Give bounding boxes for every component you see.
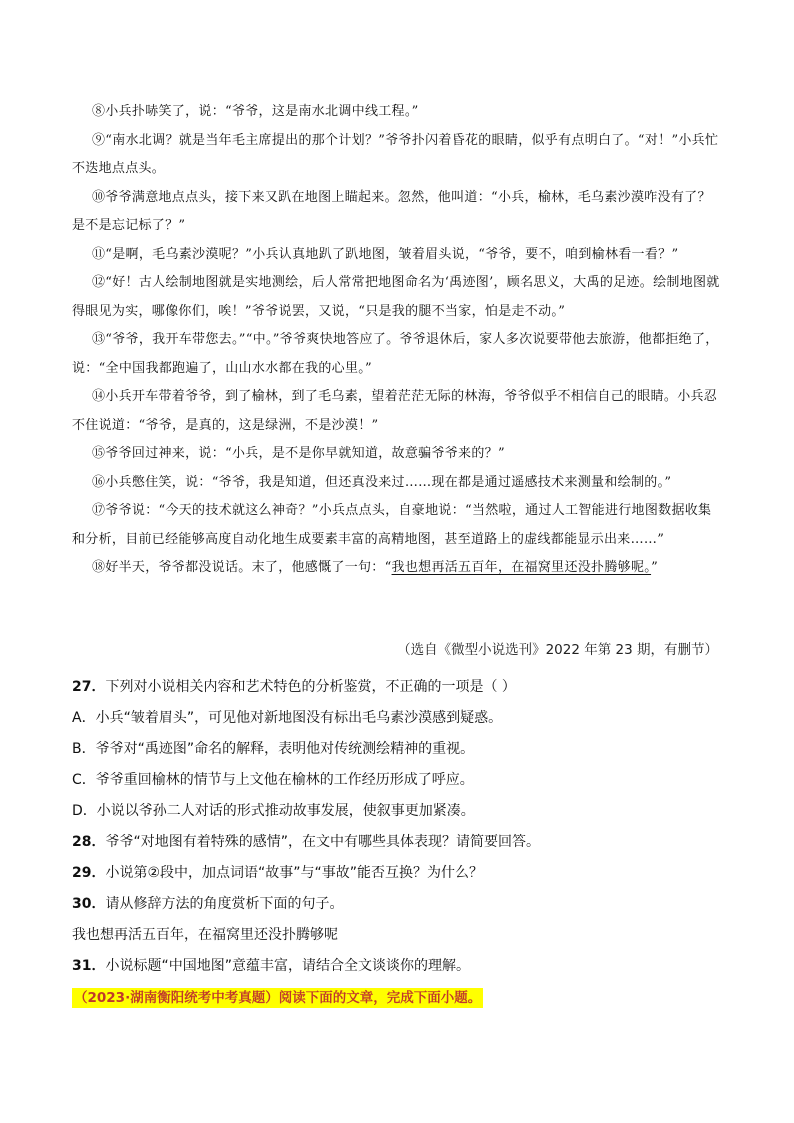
question-number: 31． <box>72 958 106 974</box>
paragraph-15: ⑮爷爷回过神来，说：“小兵，是不是你早就知道，故意骗爷爷来的？” <box>92 446 505 461</box>
paragraph-18-suffix: ” <box>651 560 659 575</box>
question-number: 27． <box>72 679 106 695</box>
question-text: 请从修辞方法的角度赏析下面的句子。 <box>105 896 344 912</box>
next-section-row <box>72 982 732 1014</box>
question-27 <box>72 672 732 703</box>
paragraph-9: ⑨“南水北调？就是当年毛主席提出的那个计划？”爷爷扑闪着昏花的眼睛，似乎有点明白了。“对！”小兵忙不迭地点点头。 <box>72 132 719 176</box>
question-30 <box>72 889 732 920</box>
paragraph-17: ⑰爷爷说：“今天的技术就这么神奇？”小兵点点头，自豪地说：“当然啦，通过人工智能进行地图数据收集和分析，目前已经能够高度自动化地生成要素丰富的高精地图，甚至道路上的虚线都能显示出来……” <box>72 503 712 547</box>
source-citation: （选自《微型小说选刊》2022 年第 23 期，有删节） <box>397 642 718 658</box>
question-number: 29． <box>72 865 106 881</box>
paragraph-11: ⑪“是啊，毛乌素沙漠呢？”小兵认真地趴了趴地图，皱着眉头说，“爷爷，要不，咱到榆林看一看？” <box>92 246 679 262</box>
paragraph-8: ⑧小兵扑哧笑了，说：“爷爷，这是南水北调中线工程。” <box>92 104 419 119</box>
question-28 <box>72 827 732 858</box>
question-text: 爷爷“对地图有着特殊的感情”，在文中有哪些具体表现？请简要回答。 <box>105 834 540 850</box>
paragraph-14: ⑭小兵开车带着爷爷，到了榆林，到了毛乌素，望着茫茫无际的林海，爷爷似乎不相信自己的眼睛。小兵忍不住说道：“爷爷，是真的，这是绿洲，不是沙漠！” <box>72 389 718 433</box>
paragraph-13: ⑬“爷爷，我开车带您去。”“中。”爷爷爽快地答应了。爷爷退休后，家人多次说要带他去旅游，他都拒绝了，说：“全中国我都跑遍了，山山水水都在我的心里。” <box>72 332 719 376</box>
question-31 <box>72 951 732 982</box>
next-section-heading: （2023·湖南衡阳统考中考真题）阅读下面的文章，完成下面小题。 <box>74 990 482 1006</box>
question-text: 小说第②段中，加点词语“故事”与“事故”能否互换？为什么？ <box>105 865 484 881</box>
question-number: 28． <box>72 834 106 850</box>
paragraph-10: ⑩爷爷满意地点点头，接下来又趴在地图上瞄起来。忽然，他叫道：“小兵，榆林，毛乌素沙漠咋没有了？是不是忘记标了？” <box>72 189 711 233</box>
paragraph-18 <box>72 554 722 583</box>
story-excerpt <box>72 98 722 583</box>
option-d: D．小说以爷孙二人对话的形式推动故事发展，使叙事更加紧凑。 <box>72 803 475 819</box>
question-text: 小说标题“中国地图”意蕴丰富，请结合全文谈谈你的理解。 <box>105 958 470 974</box>
question-30-sentence: 我也想再活五百年，在福窝里还没扑腾够呢 <box>72 927 338 943</box>
question-list <box>72 672 732 1014</box>
paragraph-18-prefix: ⑱好半天，爷爷都没说话。末了，他感慨了一句：“ <box>92 560 392 575</box>
option-a: A．小兵“皱着眉头”，可见他对新地图没有标出毛乌素沙漠感到疑惑。 <box>72 710 503 726</box>
question-number: 30． <box>72 896 106 912</box>
option-b: B．爷爷对“禹迹图”命名的解释，表明他对传统测绘精神的重视。 <box>72 741 475 757</box>
question-29 <box>72 858 732 889</box>
paragraph-12: ⑫“好！古人绘制地图就是实地测绘，后人常常把地图命名为‘禹迹图’，顾名思义，大禹的足迹。绘制地图就得眼见为实，哪像你们，唉！”爷爷说罢，又说，“只是我的腿不当家，怕是走不动。” <box>72 275 720 319</box>
underlined-sentence: 我也想再活五百年，在福窝里还没扑腾够呢。 <box>391 560 652 575</box>
paragraph-16: ⑯小兵憋住笑，说：“爷爷，我是知道，但还真没来过……现在都是通过遥感技术来测量和绘制的。” <box>92 474 672 490</box>
question-text: 下列对小说相关内容和艺术特色的分析鉴赏，不正确的一项是（ ） <box>105 679 516 695</box>
option-c: C．爷爷重回榆林的情节与上文他在榆林的工作经历形成了呼应。 <box>72 772 474 788</box>
